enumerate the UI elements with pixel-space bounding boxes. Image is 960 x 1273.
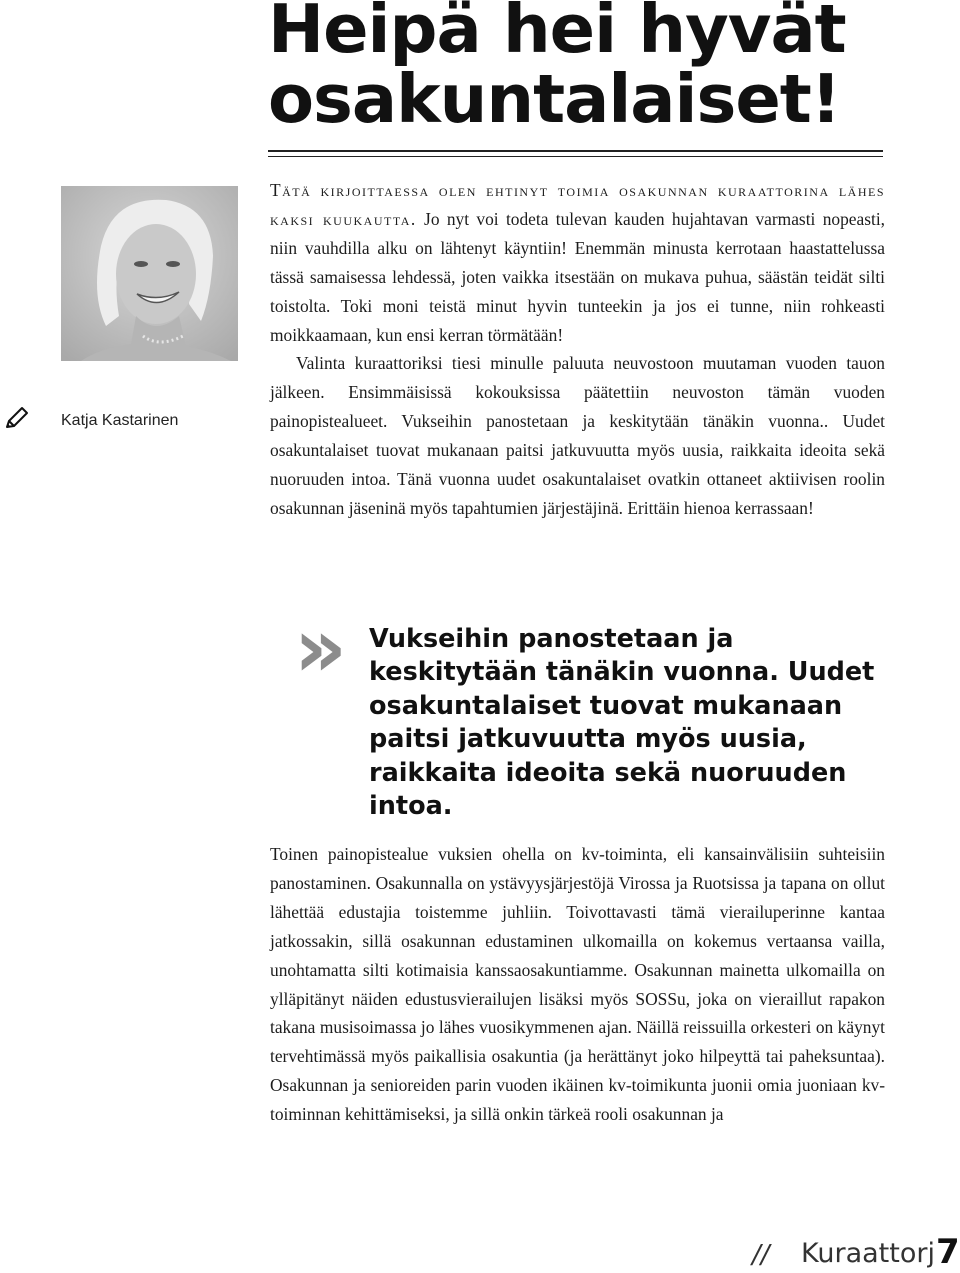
pull-quote: Vukseihin panostetaan ja keskitytään tänäkin vuonna. Uudet osakuntalaiset tuovat mukanaan paitsi jatkuvuutta myös uusia, raikkaita ideoita sekä nuoruuden intoa. (369, 624, 875, 822)
title-rule (268, 150, 883, 152)
author-portrait (61, 186, 238, 361)
footer-slashes: // (752, 1240, 770, 1270)
article-body-bottom (270, 840, 885, 1129)
lead-in: Tätä kirjoittaessa olen ehtinyt toimia osakunnan kuraattorina lähes kaksi kuukautta. (270, 180, 885, 229)
quote-mark-icon: » (294, 601, 347, 696)
article-title: Heipä hei hyvät osakuntalaiset! (268, 0, 846, 138)
author-name: Katja Kastarinen (61, 412, 179, 429)
page-number: 7 (936, 1232, 960, 1272)
article-body-top (270, 176, 885, 523)
paragraph-3: Toinen painopistealue vuksien ohella on kv-toiminta, eli kansainvälisiin suhteisiin panostaminen. Osakunnalla on ystävyysjärjestöjä Virossa ja Ruotsissa ja tapana on ollut lähettää edustajia toistemme juhliin. Toivottavasti tämä vierailuperinne kantaa jatkossakin, sillä osakunnan edustaminen ulkomailla on kokemus vertaansa vailla, unohtamatta silti kotimaisia kanssaosakuntiamme. Osakunnan mainetta ulkomailla on ylläpitänyt näiden edustusvierailujen lisäksi myös SOSSu, joka on vieraillut rapakon takana musisoimassa jo lähes vuosikymmenen ajan. Näillä reissuilla orkesteri on käynyt tervehtimässä myös paikallisia osakuntia (ja herättänyt joko hilpeyttä tai paheksuntaa). Osakunnan ja senioreiden parin vuoden ikäinen kv-toimikunta juonii omia juoniaan kv-toiminnan kehittämiseksi, ja sillä onkin tärkeä rooli osakunnan ja (270, 844, 885, 1125)
paragraph-2: Valinta kuraattoriksi tiesi minulle paluuta neuvostoon muutaman vuoden tauon jälkeen. Ensimmäisissä kokouksissa päätettiin neuvoston tämän vuoden painopistealueet. Vukseihin panostetaan ja keskitytään tänäkin vuonna.. Uudet osakuntalaiset tuovat mukanaan paitsi jatkuvuutta myös uusia, raikkaita ideoita sekä nuoruuden intoa. Tänä vuonna uudet osakuntalaiset ovatkin ottaneet aktiivisen roolin osakunnan jäseninä myös tapahtumien järjestäjinä. Erittäin hienoa kerrassaan! (270, 353, 885, 518)
pencil-icon (4, 405, 30, 431)
publication-name: Kuraattorj (801, 1238, 935, 1269)
paragraph-1 (270, 176, 885, 349)
title-rule-thin (268, 156, 883, 157)
paragraph-1-text: Jo nyt voi todeta tulevan kauden hujahtavan varmasti nopeasti, niin vauhdilla alku on lähtenyt käyntiin! Enemmän minusta kerrotaan haastattelussa tässä samaisessa lehdessä, joten vaikka itsestään on mukava puhua, säästän teidät silti toistolta. Toki moni teistä minut hyvin tunteekin ja jos ei tunne, niin rohkeasti moikkaamaan, kun ensi kerran törmätään! (270, 208, 885, 345)
